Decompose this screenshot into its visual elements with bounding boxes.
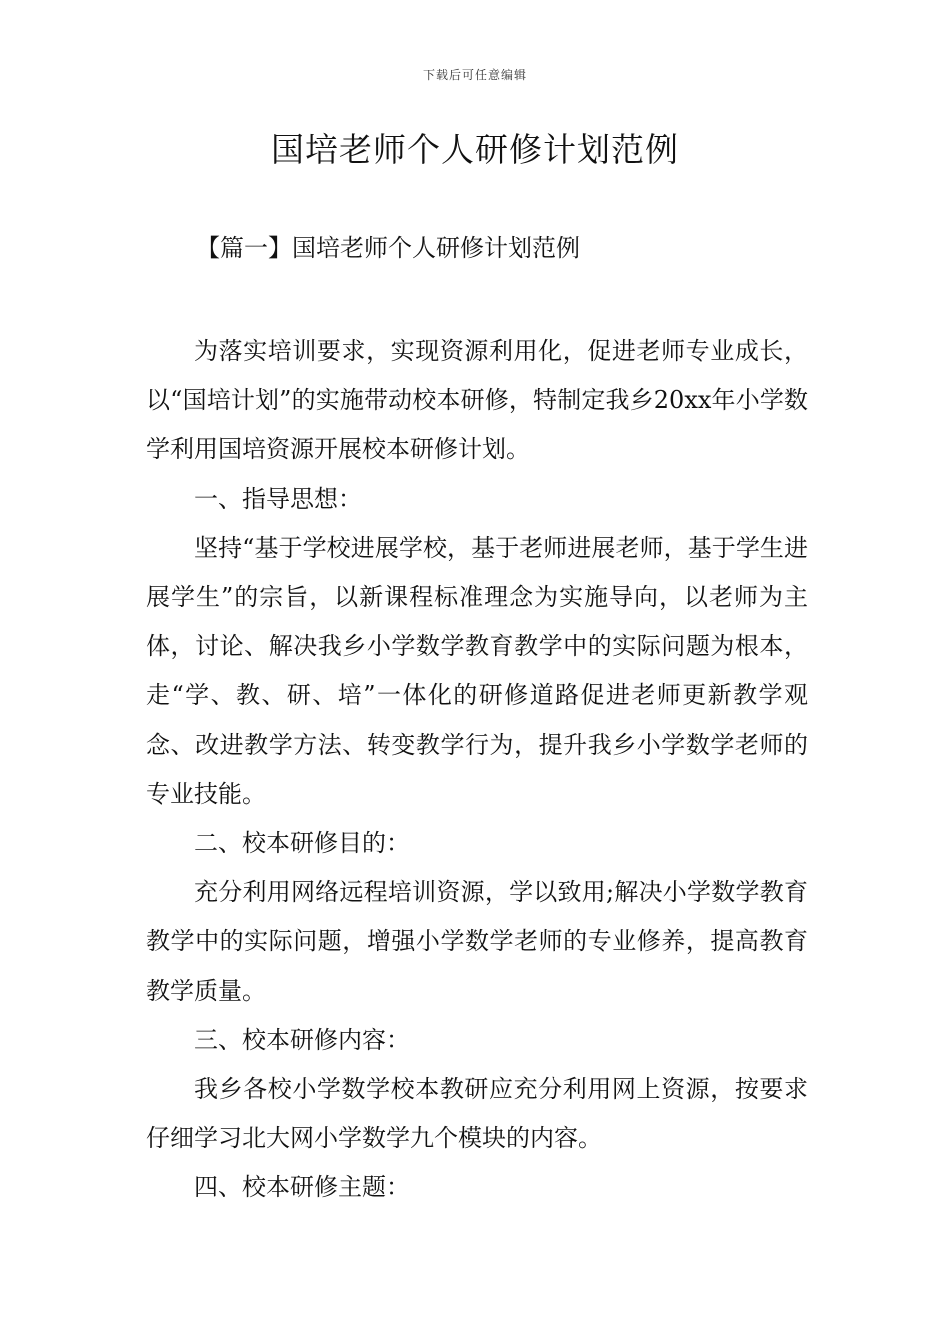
heading-guiding-thought: 一、指导思想： [194, 484, 362, 513]
header-note: 下载后可任意编辑 [422, 68, 527, 82]
heading-research-theme: 四、校本研修主题： [194, 1173, 410, 1202]
document-title: 国培老师个人研修计划范例 [271, 130, 679, 169]
paragraph-intro: 为落实培训要求，实现资源利用化，促进老师专业成长，以“国培计划”的实施带动校本研修，特制定我乡20xx年小学数学利用国培资源开展校本研修计划。 [146, 337, 808, 464]
section-heading: 【篇一】国培老师个人研修计划范例 [196, 234, 580, 262]
paragraph-research-purpose: 充分利用网络远程培训资源，学以致用;解决小学数学教育教学中的实际问题，增强小学数学老师的专业修养，提高教育教学质量。 [146, 878, 808, 1005]
document-body [146, 327, 808, 1213]
heading-research-content: 三、校本研修内容： [194, 1025, 410, 1054]
heading-research-purpose: 二、校本研修目的： [194, 829, 410, 858]
paragraph-guiding-thought: 坚持“基于学校进展学校，基于老师进展老师，基于学生进展学生”的宗旨，以新课程标准理念为实施导向，以老师为主体，讨论、解决我乡小学数学教育教学中的实际问题为根本，走“学、教、研、培”一体化的研修道路促进老师更新教学观念、改进教学方法、转变教学行为，提升我乡小学数学老师的专业技能。 [146, 533, 808, 808]
paragraph-research-content: 我乡各校小学数学校本教研应充分利用网上资源，按要求仔细学习北大网小学数学九个模块的内容。 [146, 1075, 808, 1153]
